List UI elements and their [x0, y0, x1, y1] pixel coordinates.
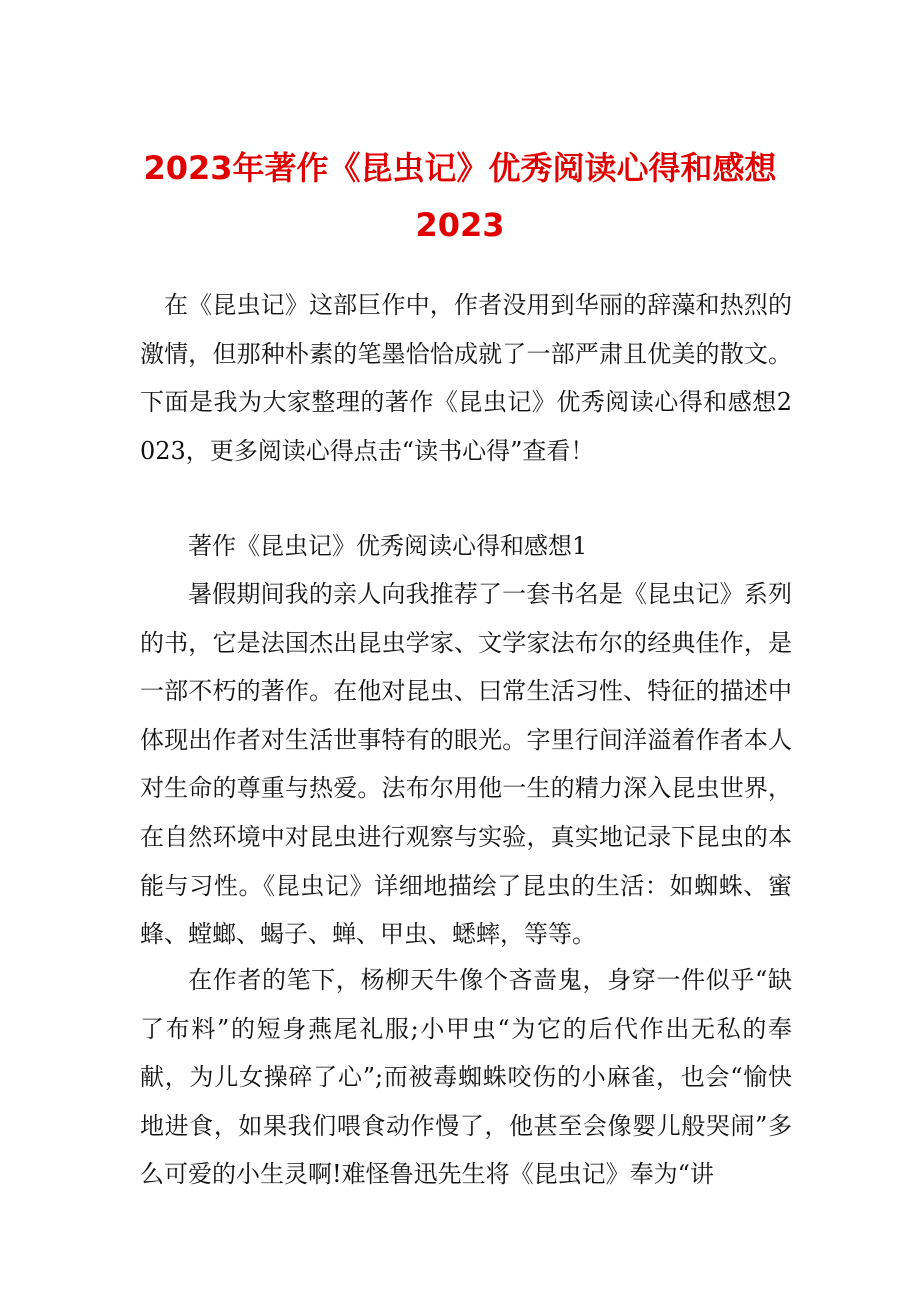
intro-paragraph: 在《昆虫记》这部巨作中，作者没用到华丽的辞藻和热烈的激情，但那种朴素的笔墨恰恰成就了一部严肃且优美的散文。下面是我为大家整理的著作《昆虫记》优秀阅读心得和感想2023，更多阅读心得点击“读书心得”查看！ — [140, 291, 792, 465]
body-paragraph-2: 在作者的笔下，杨柳天牛像个吝啬鬼，身穿一件似乎“缺了布料”的短身燕尾礼服;小甲虫“为它的后代作出无私的奉献，为儿女操碎了心”;而被毒蜘蛛咬伤的小麻雀，也会“愉快地进食，如果我们喂食动作慢了，他甚至会像婴儿般哭闹”多么可爱的小生灵啊!难怪鲁迅先生将《昆虫记》奉为“讲 — [140, 966, 792, 1189]
document-title-line-2: 2023 — [415, 206, 505, 244]
document-title-line-1: 2023年著作《昆虫记》优秀阅读心得和感想 — [143, 149, 777, 187]
section-heading: 著作《昆虫记》优秀阅读心得和感想1 — [188, 532, 588, 560]
body-paragraph-1: 暑假期间我的亲人向我推荐了一套书名是《昆虫记》系列的书，它是法国杰出昆虫学家、文学家法布尔的经典佳作，是一部不朽的著作。在他对昆虫、曰常生活习性、特征的描述中体现出作者对生活世事特有的眼光。字里行间洋溢着作者本人对生命的尊重与热爱。法布尔用他一生的精力深入昆虫世界，在自然环境中对昆虫进行观察与实验，真实地记录下昆虫的本能与习性。《昆虫记》详细地描绘了昆虫的生活：如蜘蛛、蜜蜂、螳螂、蝎子、蝉、甲虫、蟋蟀，等等。 — [140, 580, 792, 949]
